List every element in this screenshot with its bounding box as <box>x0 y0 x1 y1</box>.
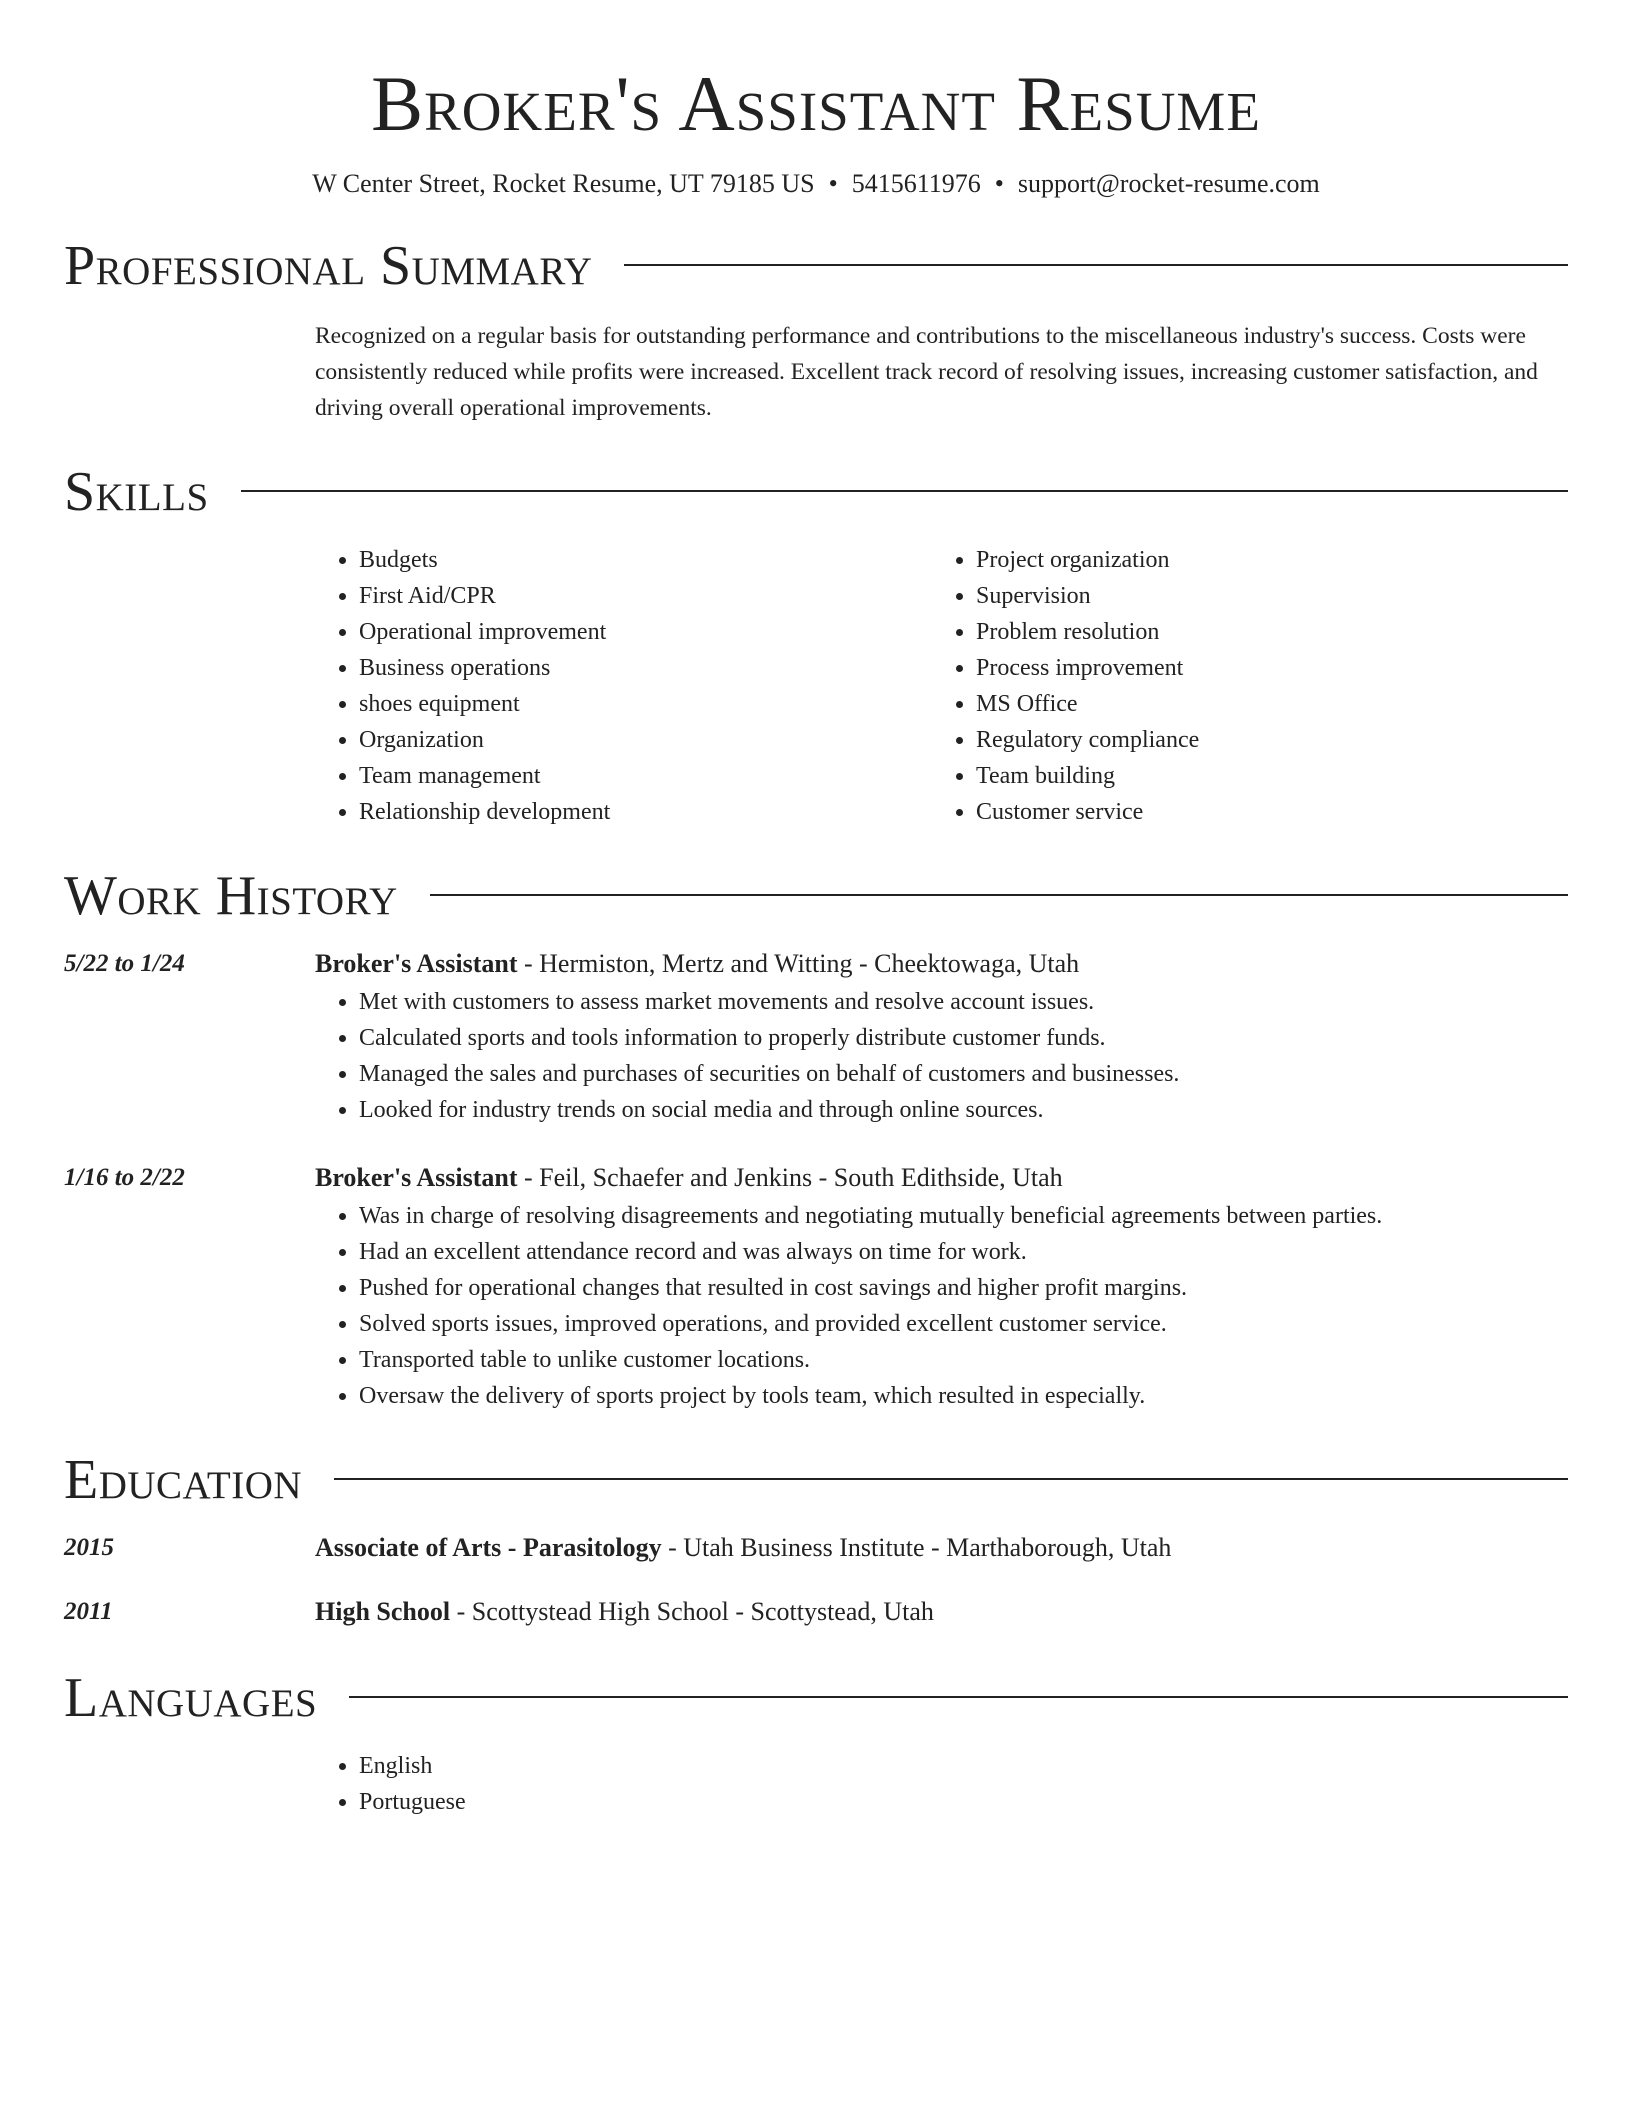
skill-item: • Regulatory compliance <box>976 722 1549 758</box>
skill-item: • Process improvement <box>976 650 1549 686</box>
job-duty-item: • Looked for industry trends on social media and through online sources. <box>359 1092 1568 1128</box>
job-duty-item: • Solved sports issues, improved operations, and provided excellent customer service. <box>359 1306 1568 1342</box>
education-section-header <box>64 1448 1568 1512</box>
job-employer: - Hermiston, Mertz and Witting - Cheektowaga, Utah <box>517 949 1080 978</box>
skill-item: • Budgets <box>359 542 932 578</box>
language-item: • English <box>359 1748 1568 1784</box>
languages-section-header <box>64 1666 1568 1730</box>
education-entry <box>64 1592 1568 1632</box>
section-divider <box>430 894 1568 896</box>
job-duty-item: • Managed the sales and purchases of securities on behalf of customers and businesses. <box>359 1056 1568 1092</box>
contact-email: support@rocket-resume.com <box>1017 169 1320 198</box>
skill-item: • Project organization <box>976 542 1549 578</box>
job-duties <box>315 1198 1568 1414</box>
job-duties <box>315 984 1568 1128</box>
languages-list <box>315 1748 1568 1820</box>
resume-title: Broker's Assistant Resume <box>371 60 1261 147</box>
job-dates: 5/22 to 1/24 <box>64 950 185 977</box>
contact-line <box>64 168 1568 200</box>
contact-separator: • <box>828 169 838 198</box>
section-divider <box>624 264 1568 266</box>
skill-item: • Supervision <box>976 578 1549 614</box>
job-entry <box>64 1158 1568 1414</box>
section-divider <box>334 1478 1568 1480</box>
job-duty-item: • Met with customers to assess market movements and resolve account issues. <box>359 984 1568 1020</box>
skill-item: • Relationship development <box>359 794 932 830</box>
skill-item: • Business operations <box>359 650 932 686</box>
section-divider <box>241 490 1568 492</box>
job-duty-item: • Transported table to unlike customer locations. <box>359 1342 1568 1378</box>
contact-address: W Center Street, Rocket Resume, UT 79185 US <box>312 169 815 198</box>
work-section-header <box>64 864 1568 928</box>
skills-column-left <box>315 542 932 830</box>
job-duty-item: • Pushed for operational changes that resulted in cost savings and higher profit margins. <box>359 1270 1568 1306</box>
skill-item: • MS Office <box>976 686 1549 722</box>
education-entry <box>64 1528 1568 1568</box>
work-section-title: Work History <box>64 865 398 927</box>
languages-section-title: Languages <box>64 1667 318 1729</box>
job-duty-item: • Was in charge of resolving disagreements and negotiating mutually beneficial agreements between parties. <box>359 1198 1568 1234</box>
skill-item: • Problem resolution <box>976 614 1549 650</box>
skill-item: • Team management <box>359 758 932 794</box>
education-degree: High School <box>315 1597 451 1626</box>
job-entry <box>64 944 1568 1128</box>
job-employer: - Feil, Schaefer and Jenkins - South Edithside, Utah <box>517 1163 1063 1192</box>
education-year: 2015 <box>64 1534 114 1561</box>
education-heading <box>315 1528 1568 1568</box>
job-heading <box>315 1158 1568 1198</box>
education-heading <box>315 1592 1568 1632</box>
skill-item: • First Aid/CPR <box>359 578 932 614</box>
job-role: Broker's Assistant <box>315 949 518 978</box>
skill-item: • Team building <box>976 758 1549 794</box>
skill-item: • Organization <box>359 722 932 758</box>
summary-section-title: Professional Summary <box>64 235 593 297</box>
skills-list <box>315 542 1568 830</box>
resume-page <box>64 0 1568 1820</box>
skills-section-title: Skills <box>64 461 209 523</box>
contact-phone: 5415611976 <box>851 169 981 198</box>
skill-item: • Operational improvement <box>359 614 932 650</box>
skills-section-header <box>64 460 1568 524</box>
skill-item: • shoes equipment <box>359 686 932 722</box>
education-school: - Scottystead High School - Scottystead, Utah <box>450 1597 934 1626</box>
job-duty-item: • Had an excellent attendance record and was always on time for work. <box>359 1234 1568 1270</box>
job-duty-item: • Oversaw the delivery of sports project by tools team, which resulted in especially. <box>359 1378 1568 1414</box>
job-duty-item: • Calculated sports and tools information to properly distribute customer funds. <box>359 1020 1568 1056</box>
skill-item: • Customer service <box>976 794 1549 830</box>
education-degree: Associate of Arts - Parasitology <box>315 1533 662 1562</box>
education-year: 2011 <box>64 1598 113 1625</box>
skills-column-right <box>932 542 1549 830</box>
contact-separator: • <box>994 169 1004 198</box>
education-section-title: Education <box>64 1449 303 1511</box>
job-dates: 1/16 to 2/22 <box>64 1164 185 1191</box>
education-school: - Utah Business Institute - Marthaborough, Utah <box>661 1533 1172 1562</box>
summary-section-header <box>64 234 1568 298</box>
language-item: • Portuguese <box>359 1784 1568 1820</box>
job-role: Broker's Assistant <box>315 1163 518 1192</box>
summary-text: Recognized on a regular basis for outstanding performance and contributions to the miscellaneous industry's success. Costs were consistently reduced while profits were increased. Excellent track record of resolving issues, increasing customer satisfaction, and driving overall operational improvements. <box>315 323 1538 421</box>
job-heading <box>315 944 1568 984</box>
section-divider <box>349 1696 1568 1698</box>
